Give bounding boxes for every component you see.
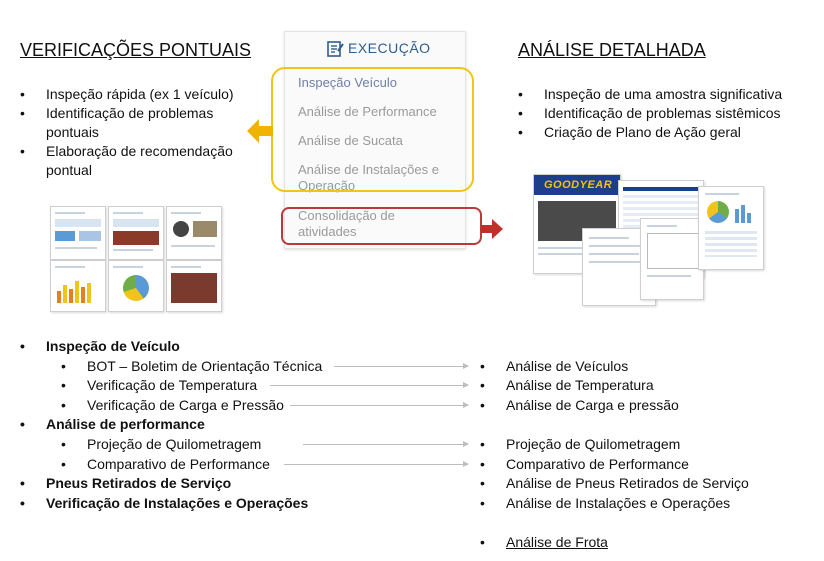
red-right-arrow-icon xyxy=(481,218,503,240)
execution-menu-title xyxy=(326,40,431,58)
right-bullet: • Identificação de problemas sistêmicos xyxy=(518,104,818,123)
bottom-left-item: • Pneus Retirados de Serviço xyxy=(20,475,232,491)
yellow-highlight-box xyxy=(271,67,474,192)
left-bullet: • Inspeção rápida (ex 1 veículo) xyxy=(20,85,260,104)
bottom-left-subitem: • Comparativo de Performance xyxy=(61,456,270,472)
bottom-left-item: • Inspeção de Veículo xyxy=(20,338,180,354)
mapping-arrow xyxy=(290,405,468,406)
report-thumbnail xyxy=(50,206,106,260)
bottom-right-item: • Análise de Instalações e Operações xyxy=(480,495,731,511)
mapping-arrow xyxy=(284,464,468,465)
detailed-report-mockups xyxy=(532,168,772,308)
bottom-left-subitem: • BOT – Boletim de Orientação Técnica xyxy=(61,358,323,374)
report-thumbnail xyxy=(166,206,222,260)
bottom-left-subitem: • Verificação de Temperatura xyxy=(61,377,258,393)
bottom-left-item: • Verificação de Instalações e Operações xyxy=(20,495,309,511)
report-thumbnail xyxy=(108,260,164,312)
yellow-left-arrow-icon xyxy=(247,117,273,145)
menu-item-analise-instalacoes[interactable]: Análise de Instalações e Operação xyxy=(298,162,439,193)
bottom-left-subitem: • Projeção de Quilometragem xyxy=(61,436,262,452)
menu-item-analise-performance[interactable]: Análise de Performance xyxy=(298,104,437,119)
bottom-right-item: • Análise de Temperatura xyxy=(480,377,654,393)
bottom-right-item: • Análise de Veículos xyxy=(480,358,629,374)
left-bullet: • Elaboração de recomendação pontual xyxy=(20,142,260,180)
report-thumbnail xyxy=(108,206,164,260)
left-bullet-list xyxy=(20,85,260,180)
bottom-right-item: • Comparativo de Performance xyxy=(480,456,689,472)
report-thumbnail xyxy=(50,260,106,312)
mapping-arrow xyxy=(303,444,468,445)
bottom-right-item: • Análise de Pneus Retirados de Serviço xyxy=(480,475,749,491)
report-cover-banner xyxy=(534,175,620,195)
mapping-arrow xyxy=(334,366,468,367)
report-chart-thumbnail xyxy=(698,186,764,270)
bottom-left-subitem: • Verificação de Carga e Pressão xyxy=(61,397,284,413)
menu-item-consolidacao[interactable]: Consolidação de atividades xyxy=(298,208,395,239)
report-page-thumbnail xyxy=(640,218,704,300)
mapping-arrow xyxy=(270,385,468,386)
checklist-icon xyxy=(326,40,344,58)
menu-item-inspecao-veiculo[interactable]: Inspeção Veículo xyxy=(298,75,398,90)
bottom-right-item: • Projeção de Quilometragem xyxy=(480,436,681,452)
left-heading: VERIFICAÇÕES PONTUAIS xyxy=(20,40,252,60)
spot-report-thumbnails xyxy=(50,206,222,310)
right-bullet: • Criação de Plano de Ação geral xyxy=(518,123,818,142)
bottom-right-item: • Análise de Frota xyxy=(480,534,608,550)
menu-item-analise-sucata[interactable]: Análise de Sucata xyxy=(298,133,403,148)
bottom-right-item: • Análise de Carga e pressão xyxy=(480,397,679,413)
left-bullet: • Identificação de problemas pontuais xyxy=(20,104,260,142)
report-thumbnail xyxy=(166,260,222,312)
red-highlight-box xyxy=(281,207,482,245)
bottom-left-item: • Análise de performance xyxy=(20,416,205,432)
right-heading: ANÁLISE DETALHADA xyxy=(518,40,706,60)
right-bullet-list xyxy=(518,85,818,142)
right-bullet: • Inspeção de uma amostra significativa xyxy=(518,85,818,104)
execution-menu-title-text: EXECUÇÃO xyxy=(348,40,431,56)
goodyear-logo: GOODYEAR xyxy=(544,179,613,191)
